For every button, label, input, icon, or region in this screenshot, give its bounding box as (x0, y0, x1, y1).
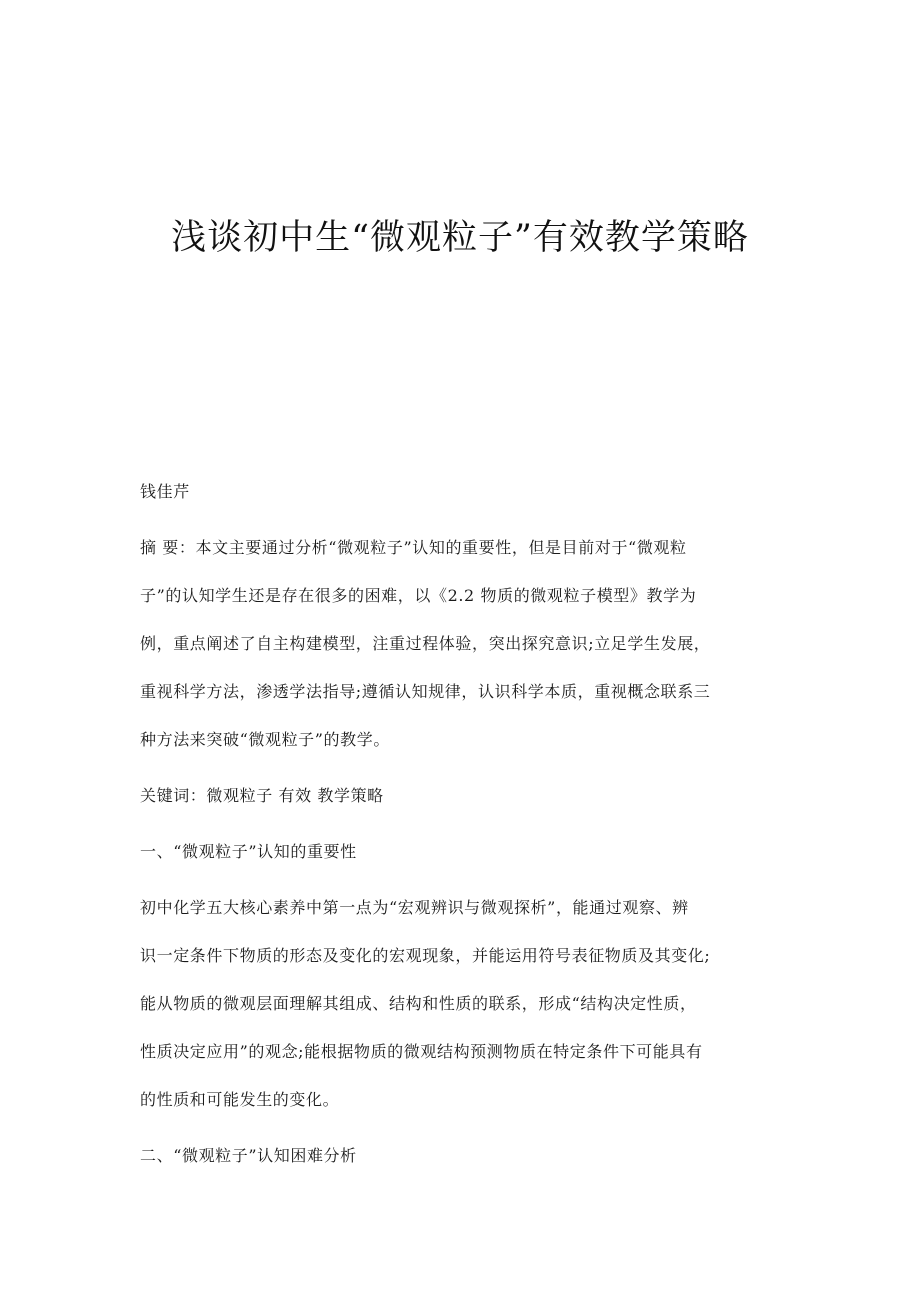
paragraph-line: 能从物质的微观层面理解其组成、结构和性质的联系，形成“结构决定性质， (140, 994, 697, 1013)
paragraph-line: 性质决定应用”的观念;能根据物质的微观结构预测物质在特定条件下可能具有 (140, 1042, 703, 1061)
section-heading-1: 一、“微观粒子”认知的重要性 (140, 842, 357, 861)
keywords: 关键词：微观粒子 有效 教学策略 (140, 786, 384, 805)
abstract-line: 重视科学方法，渗透学法指导;遵循认知规律，认识科学本质，重视概念联系三 (140, 682, 711, 701)
abstract (140, 524, 782, 764)
abstract-line: 子”的认知学生还是存在很多的困难，以《2.2 物质的微观粒子模型》教学为 (140, 586, 697, 605)
abstract-line: 摘 要：本文主要通过分析“微观粒子”认知的重要性，但是目前对于“微观粒 (140, 538, 687, 557)
abstract-line: 种方法来突破“微观粒子”的教学。 (140, 730, 390, 749)
section-1-paragraph (140, 884, 782, 1124)
document-body (140, 468, 782, 1188)
paragraph-line: 的性质和可能发生的变化。 (140, 1090, 340, 1109)
section-heading-2: 二、“微观粒子”认知困难分析 (140, 1146, 357, 1165)
document-title: 浅谈初中生“微观粒子”有效教学策略 (171, 218, 749, 258)
abstract-line: 例，重点阐述了自主构建模型，注重过程体验，突出探究意识;立足学生发展， (140, 634, 711, 653)
paragraph-line: 识一定条件下物质的形态及变化的宏观现象，并能运用符号表征物质及其变化; (140, 946, 711, 965)
paragraph-line: 初中化学五大核心素养中第一点为“宏观辨识与微观探析”，能通过观察、辨 (140, 898, 689, 917)
author-name: 钱佳芹 (140, 482, 190, 501)
